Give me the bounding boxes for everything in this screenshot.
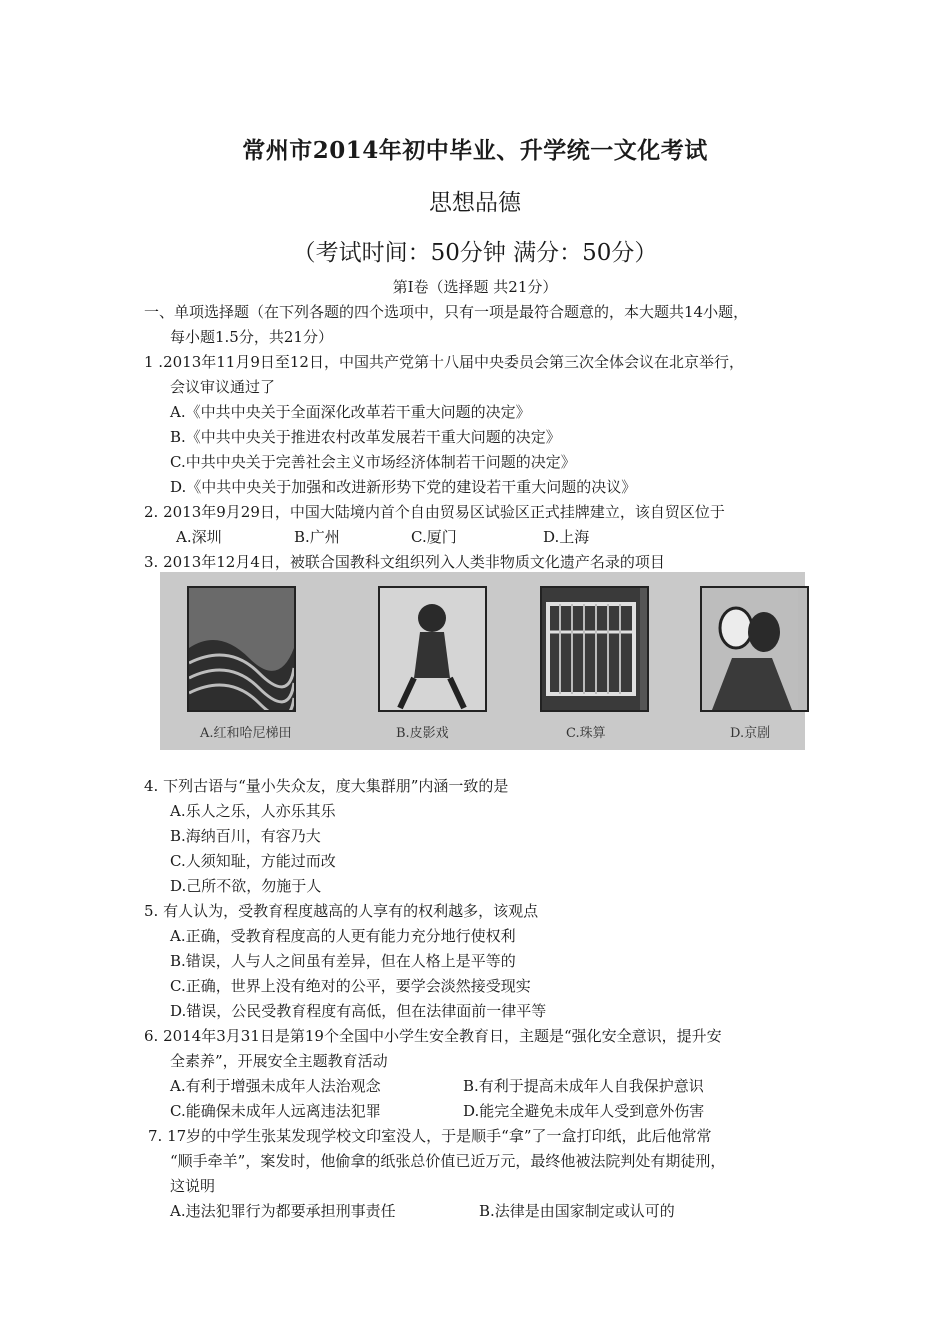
q7-option-b: B.法律是由国家制定或认可的 xyxy=(479,1202,675,1220)
q2-option-b: B.广州 xyxy=(294,528,340,546)
q7-stem-line3: 这说明 xyxy=(170,1177,216,1195)
q7-stem-line1: 7. 17岁的中学生张某发现学校文印室没人，于是顺手“拿”了一盒打印纸，此后他常常 xyxy=(148,1127,712,1145)
q2-option-a: A.深圳 xyxy=(176,528,222,546)
q7-stem-line2: “顺手牵羊”，案发时，他偷拿的纸张总价值已近万元，最终他被法院判处有期徒刑， xyxy=(170,1152,726,1170)
q1-stem-line1: 1 .2013年11月9日至12日，中国共产党第十八届中央委员会第三次全体会议在北京举行， xyxy=(144,353,744,371)
q2-option-d: D.上海 xyxy=(543,528,590,546)
q1-stem-line2: 会议审议通过了 xyxy=(170,378,276,396)
q6-option-a: A.有利于增强未成年人法治观念 xyxy=(170,1077,381,1095)
q3-caption-a: A.红和哈尼梯田 xyxy=(200,726,292,741)
q5-option-a: A.正确，受教育程度高的人更有能力充分地行使权利 xyxy=(170,927,516,945)
q1-option-b: B.《中共中央关于推进农村改革发展若干重大问题的决定》 xyxy=(170,428,561,446)
q6-option-b: B.有利于提高未成年人自我保护意识 xyxy=(463,1077,704,1095)
q7-option-a: A.违法犯罪行为都要承担刑事责任 xyxy=(170,1202,396,1220)
part-heading-line2: 每小题1.5分，共21分） xyxy=(170,328,333,346)
rice-terraces-image xyxy=(187,586,296,712)
q2-option-c: C.厦门 xyxy=(411,528,457,546)
q2-stem: 2. 2013年9月29日，中国大陆境内首个自由贸易区试验区正式挂牌建立，该自贸区位于 xyxy=(144,503,725,521)
q6-stem-line1: 6. 2014年3月31日是第19个全国中小学生安全教育日，主题是“强化安全意识，提升安 xyxy=(144,1027,722,1045)
q5-stem: 5. 有人认为，受教育程度越高的人享有的权利越多，该观点 xyxy=(144,902,539,920)
q1-option-c: C.中共中央关于完善社会主义市场经济体制若干问题的决定》 xyxy=(170,453,576,471)
q3-caption-c: C.珠算 xyxy=(566,726,606,741)
q1-option-a: A.《中共中央关于全面深化改革若干重大问题的决定》 xyxy=(170,403,531,421)
q1-option-d: D.《中共中央关于加强和改进新形势下党的建设若干重大问题的决议》 xyxy=(170,478,637,496)
q6-option-d: D.能完全避免未成年人受到意外伤害 xyxy=(463,1102,705,1120)
shadow-puppet-image xyxy=(378,586,487,712)
q5-option-c: C.正确，世界上没有绝对的公平，要学会淡然接受现实 xyxy=(170,977,531,995)
q3-caption-b: B.皮影戏 xyxy=(396,726,449,741)
peking-opera-image xyxy=(700,586,809,712)
q4-option-a: A.乐人之乐，人亦乐其乐 xyxy=(170,802,336,820)
abacus-image xyxy=(540,586,649,712)
q6-stem-line2: 全素养”，开展安全主题教育活动 xyxy=(170,1052,388,1070)
q5-option-b: B.错误，人与人之间虽有差异，但在人格上是平等的 xyxy=(170,952,516,970)
exam-meta: （考试时间：50分钟 满分：50分） xyxy=(292,240,658,266)
q4-option-c: C.人须知耻，方能过而改 xyxy=(170,852,336,870)
exam-subject: 思想品德 xyxy=(429,190,521,216)
q4-stem: 4. 下列古语与“量小失众友，度大集群朋”内涵一致的是 xyxy=(144,777,509,795)
q5-option-d: D.错误，公民受教育程度有高低，但在法律面前一律平等 xyxy=(170,1002,547,1020)
part-heading-line1: 一、单项选择题（在下列各题的四个选项中，只有一项是最符合题意的，本大题共14小题， xyxy=(144,303,749,321)
q6-option-c: C.能确保未成年人远离违法犯罪 xyxy=(170,1102,381,1120)
section-heading: 第Ⅰ卷（选择题 共21分） xyxy=(392,278,558,296)
q4-option-b: B.海纳百川，有容乃大 xyxy=(170,827,321,845)
q3-caption-d: D.京剧 xyxy=(730,726,771,741)
q3-photo-strip xyxy=(160,572,805,750)
q3-stem: 3. 2013年12月4日，被联合国教科文组织列入人类非物质文化遗产名录的项目 xyxy=(144,553,665,571)
exam-title: 常州市2014年初中毕业、升学统一文化考试 xyxy=(242,137,708,164)
q4-option-d: D.己所不欲，勿施于人 xyxy=(170,877,322,895)
